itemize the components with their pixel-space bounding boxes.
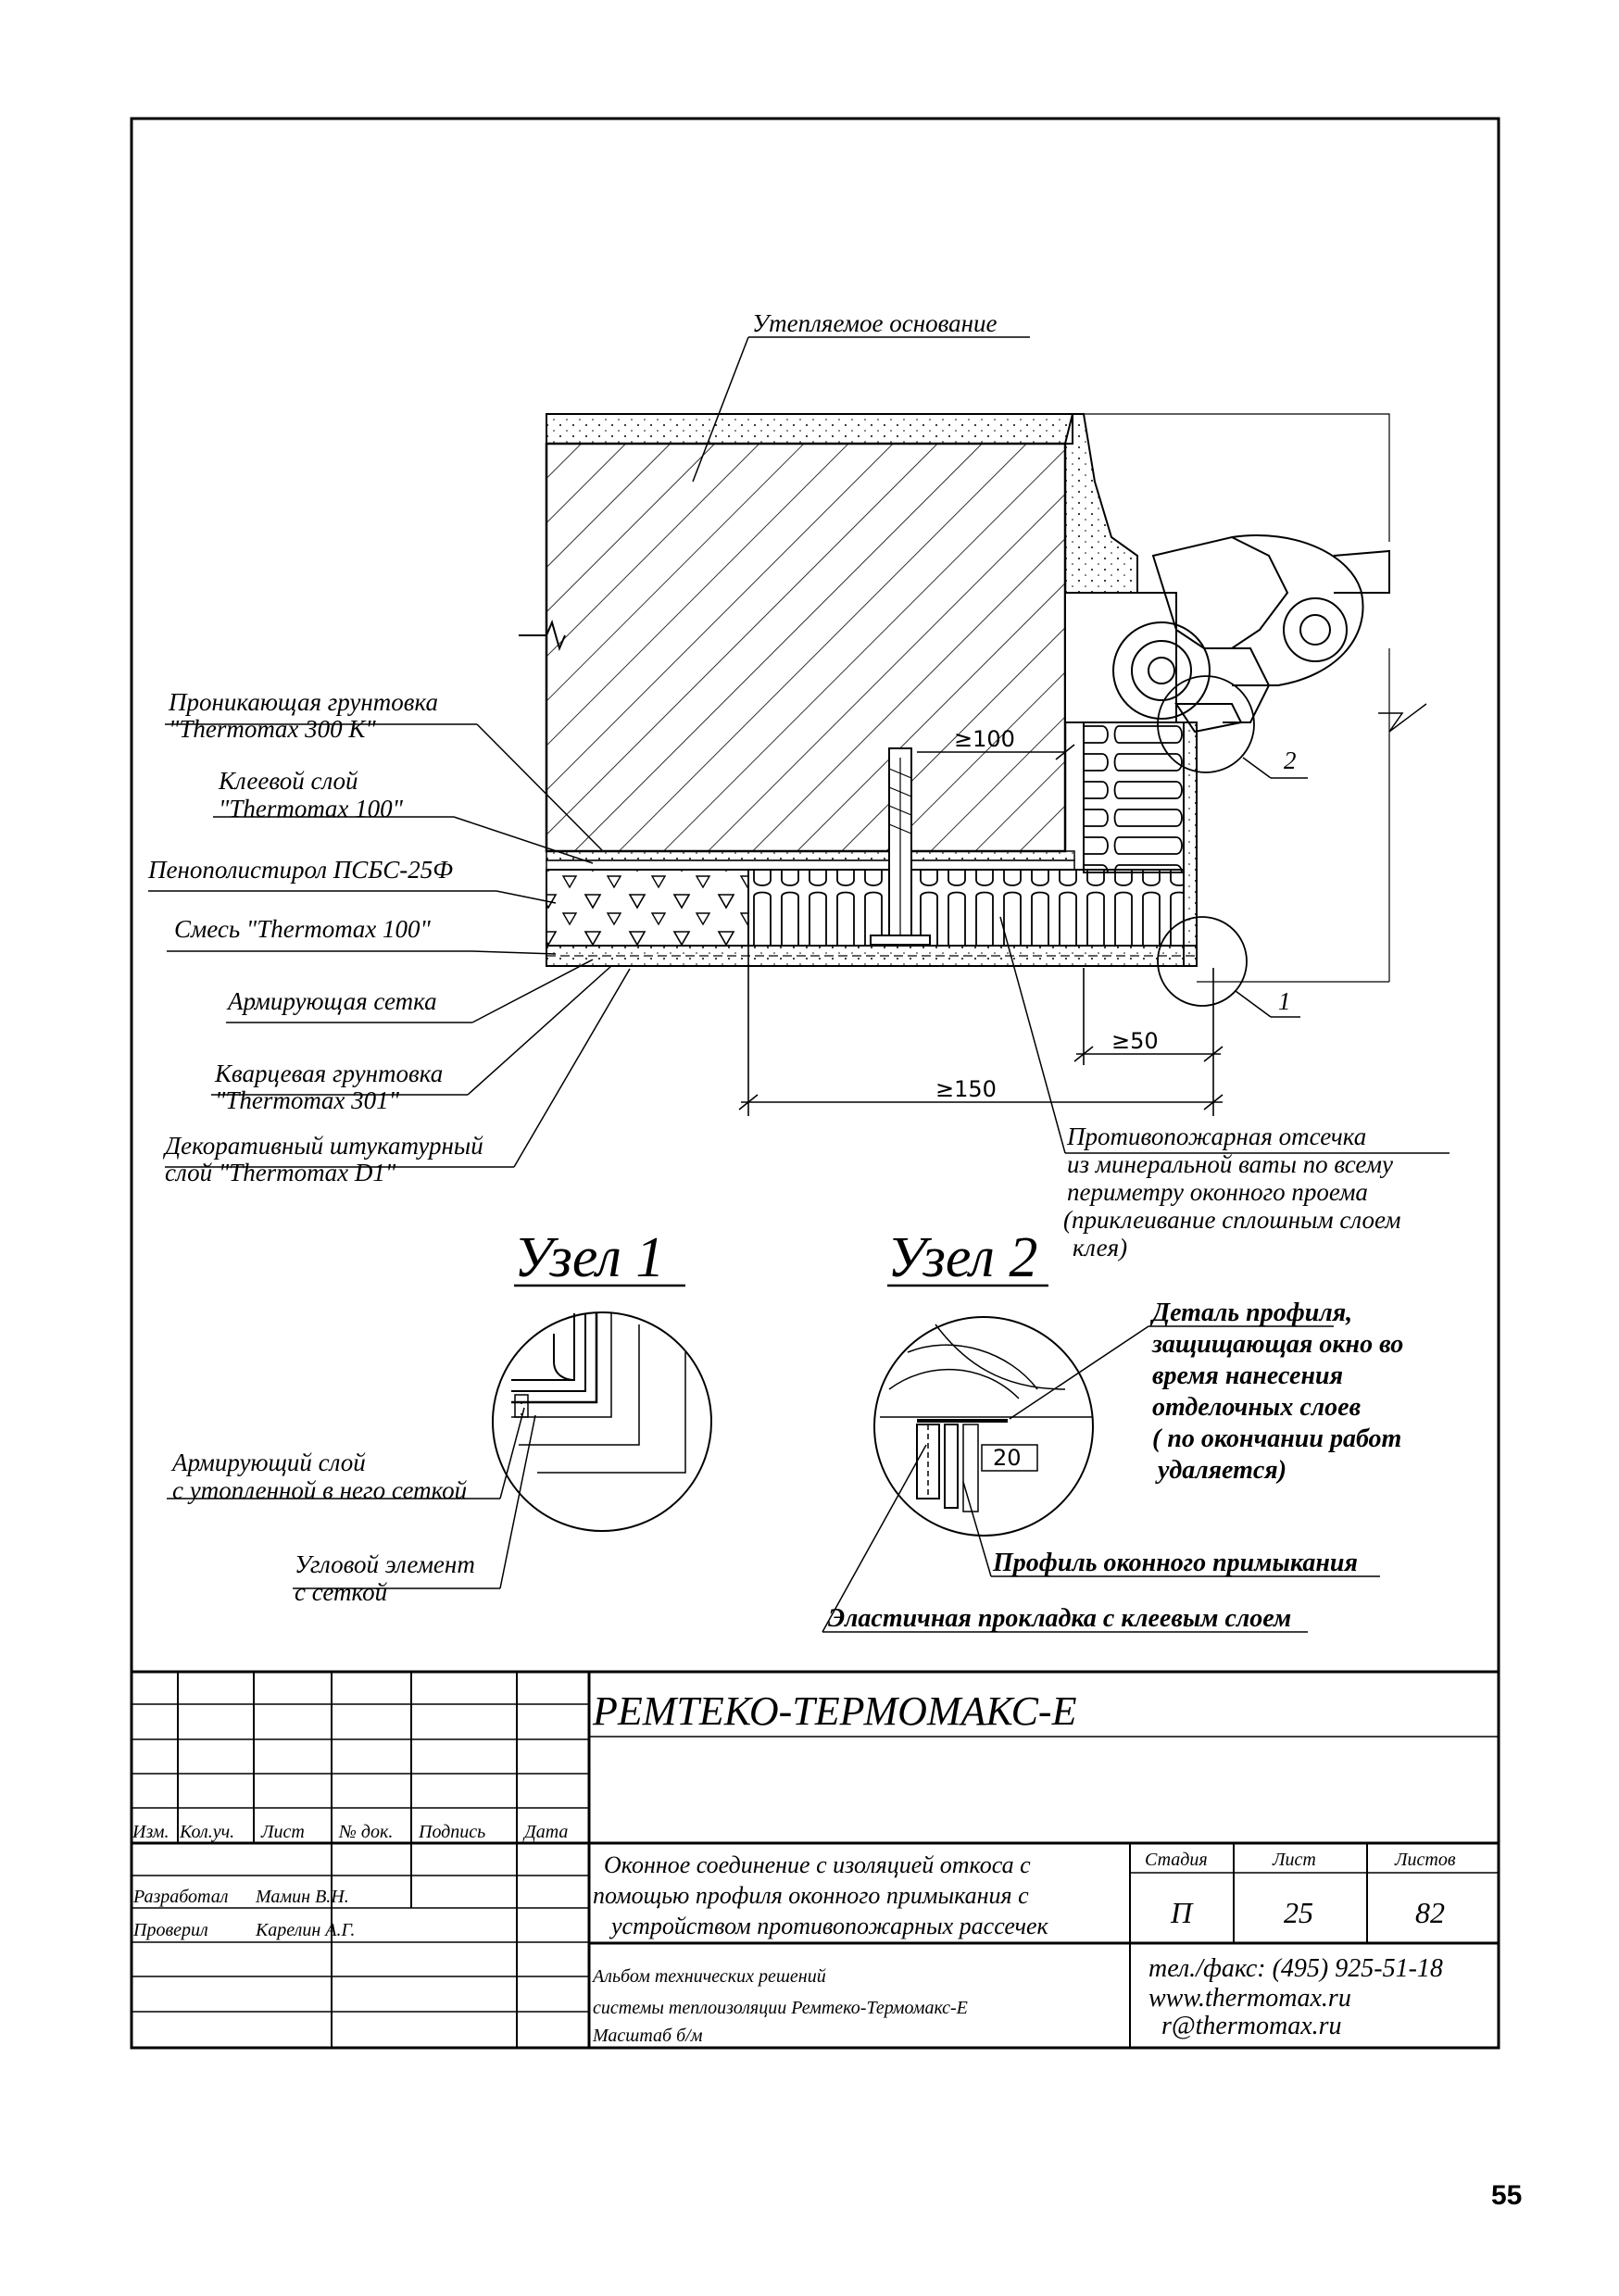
node2-label-a2: защищающая окно во — [1152, 1330, 1404, 1359]
header-list: Лист — [261, 1822, 305, 1842]
label-primer-brand: "Thermomax 300 K" — [169, 715, 376, 743]
album-line-1: Альбом технических решений — [593, 1966, 826, 1987]
header-izm: Изм. — [132, 1822, 169, 1842]
node1-label-b2: с сеткой — [295, 1578, 388, 1606]
label-eps: Пенополистирол ПСБС-25Ф — [148, 856, 453, 884]
node2-label-c: Эластичная прокладка с клеевым слоем — [828, 1604, 1292, 1633]
concrete-base — [546, 444, 1065, 851]
dim-20: 20 — [993, 1445, 1022, 1471]
node2-detail — [874, 1317, 1093, 1536]
node1-title: Узел 1 — [514, 1226, 665, 1289]
sheets-label: Листов — [1395, 1850, 1456, 1870]
label-fire-5: клея) — [1073, 1234, 1128, 1261]
callout-1: 1 — [1278, 987, 1291, 1015]
reveal-plaster — [1065, 414, 1137, 593]
header-kol: Кол.уч. — [180, 1822, 235, 1842]
label-fire-3: периметру оконного проема — [1067, 1178, 1368, 1206]
glue-layer — [546, 860, 1074, 870]
label-mix: Смесь "Thermomax 100" — [174, 915, 431, 943]
dim-150: ≥150 — [935, 1076, 997, 1102]
album-line-2: системы теплоизоляции Ремтеко-Термомакс-Е — [593, 1998, 968, 2018]
node2-label-a5: ( по окончании работ — [1152, 1424, 1402, 1453]
opening-outline — [1073, 414, 1389, 542]
label-quartz-brand: "Thermomax 301" — [215, 1086, 399, 1114]
header-sign: Подпись — [419, 1822, 486, 1842]
label-deco-brand: слой "Thermomax D1" — [165, 1159, 396, 1186]
label-quartz: Кварцевая грунтовка — [215, 1060, 444, 1087]
node2-label-a4: отделочных слоев — [1152, 1393, 1362, 1422]
company-name: РЕМТЕКО-ТЕРМОМАКС-Е — [593, 1688, 1077, 1734]
label-base: Утепляемое основание — [752, 309, 998, 337]
node1-detail — [493, 1312, 711, 1531]
sheet-label: Лист — [1273, 1850, 1316, 1870]
developed-label: Разработал — [133, 1887, 229, 1907]
label-glue: Клеевой слой — [219, 767, 358, 795]
mineral-wool-band — [748, 870, 1184, 946]
main-section — [519, 414, 1426, 1006]
label-mesh: Армирующая сетка — [228, 987, 437, 1015]
label-glue-brand: "Thermomax 100" — [219, 795, 403, 822]
node1-label-b: Угловой элемент — [295, 1550, 475, 1578]
node1-label-a: Армирующий слой — [172, 1449, 366, 1476]
reveal-finish — [1184, 722, 1197, 966]
stage-label: Стадия — [1145, 1850, 1208, 1870]
sheets-value: 82 — [1415, 1896, 1445, 1929]
contact-web: www.thermomax.ru — [1148, 1984, 1351, 2013]
eps-insulation — [546, 870, 748, 946]
desc-line-2: помощью профиля оконного примыкания с — [593, 1882, 1029, 1909]
desc-line-3: устройством противопожарных рассечек — [611, 1913, 1048, 1939]
sheet-value: 25 — [1284, 1896, 1313, 1929]
desc-line-1: Оконное соединение с изоляцией откоса с — [604, 1851, 1031, 1878]
contact-email: r@thermomax.ru — [1161, 2012, 1342, 2040]
top-plaster — [546, 414, 1073, 444]
developed-name: Мамин В.Н. — [256, 1887, 349, 1907]
callout-2: 2 — [1284, 747, 1297, 774]
node2-title: Узел 2 — [887, 1226, 1038, 1289]
dim-100: ≥100 — [954, 726, 1015, 752]
checked-label: Проверил — [133, 1920, 208, 1940]
header-doc: № док. — [339, 1822, 394, 1842]
label-fire-4: (приклеивание сплошным слоем — [1063, 1206, 1401, 1234]
contact-phone: тел./факс: (495) 925-51-18 — [1148, 1954, 1443, 1983]
node2-label-a1: Деталь профиля, — [1152, 1299, 1353, 1327]
node2-label-a3: время нанесения — [1152, 1361, 1344, 1390]
node1-label-a2: с утопленной в него сеткой — [172, 1476, 468, 1504]
node2-label-b: Профиль оконного примыкания — [993, 1549, 1358, 1577]
scale: Масштаб б/м — [593, 2026, 703, 2046]
mineral-wool-reveal — [1084, 722, 1184, 872]
label-fire-1: Противопожарная отсечка — [1067, 1123, 1367, 1150]
label-deco: Декоративный штукатурный — [165, 1132, 483, 1160]
dim-50: ≥50 — [1111, 1028, 1159, 1054]
label-fire-2: из минеральной ваты по всему — [1067, 1150, 1393, 1178]
stage-value: П — [1171, 1896, 1193, 1929]
node2-label-a6: удаляется) — [1158, 1456, 1287, 1485]
page-number: 55 — [1491, 2180, 1523, 2211]
primer-layer — [546, 851, 1074, 860]
break-line-right — [1378, 704, 1426, 732]
label-primer: Проникающая грунтовка — [169, 688, 438, 716]
checked-name: Карелин А.Г. — [256, 1920, 356, 1940]
header-date: Дата — [524, 1822, 569, 1842]
